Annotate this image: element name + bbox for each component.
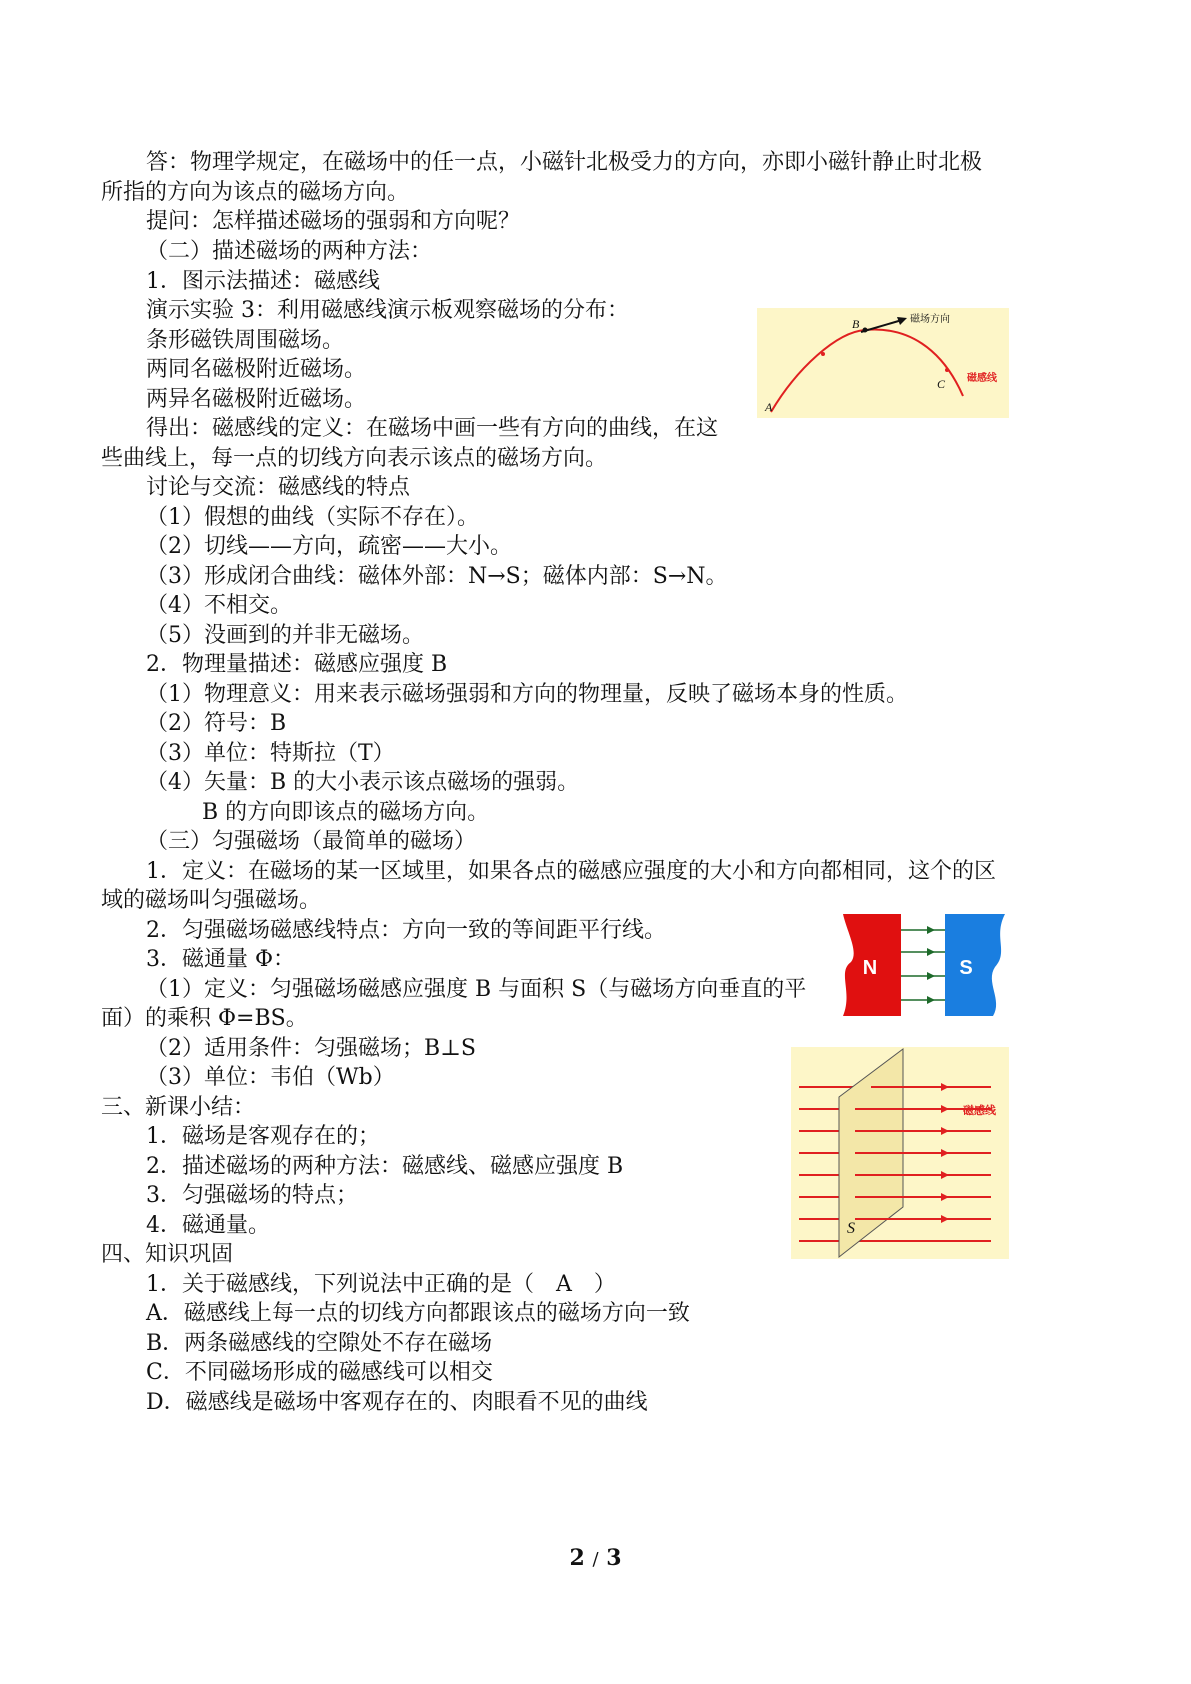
plane-label-s: S bbox=[847, 1220, 855, 1237]
curve-label: 磁感线 bbox=[967, 373, 997, 384]
page-current: 2 bbox=[569, 1545, 585, 1571]
bar-magnet-line: 条形磁铁周围磁场。 bbox=[146, 328, 345, 353]
feature-1: （1）假想的曲线（实际不存在）。 bbox=[146, 505, 479, 530]
flux-area-figure bbox=[791, 1047, 1009, 1259]
method-2-heading: 2．物理量描述：磁感应强度 B bbox=[146, 652, 448, 677]
discussion-line: 讨论与交流：磁感线的特点 bbox=[146, 475, 411, 500]
b-unit: （3）单位：特斯拉（T） bbox=[146, 741, 395, 766]
label-c: C bbox=[937, 377, 946, 391]
summary-3: 3．匀强磁场的特点； bbox=[146, 1183, 358, 1208]
quiz-option-c: C．不同磁场形成的磁感线可以相交 bbox=[146, 1360, 493, 1385]
flux-def-2: 面）的乘积 Φ=BS。 bbox=[101, 1006, 308, 1031]
quiz-question: 1．关于磁感线，下列说法中正确的是（ A ） bbox=[146, 1272, 616, 1297]
summary-2: 2．描述磁场的两种方法：磁感线、磁感应强度 B bbox=[146, 1154, 624, 1179]
consolidation-heading: 四、知识巩固 bbox=[101, 1242, 234, 1267]
magnet-field-figure bbox=[843, 912, 1009, 1018]
unlike-poles-line: 两异名磁极附近磁场。 bbox=[146, 387, 367, 412]
question-line: 提问：怎样描述磁场的强弱和方向呢？ bbox=[146, 209, 521, 234]
page-separator: / bbox=[592, 1549, 599, 1570]
flux-condition: （2）适用条件：匀强磁场；B⊥S bbox=[146, 1036, 476, 1061]
flux-unit: （3）单位：韦伯（Wb） bbox=[146, 1065, 395, 1090]
curve-dot bbox=[821, 352, 825, 356]
curve-dot bbox=[945, 368, 949, 372]
arrow-label: 磁场方向 bbox=[910, 314, 950, 325]
north-label: N bbox=[862, 957, 878, 979]
like-poles-line: 两同名磁极附近磁场。 bbox=[146, 357, 367, 382]
quiz-option-a: A．磁感线上每一点的切线方向都跟该点的磁场方向一致 bbox=[146, 1301, 690, 1326]
answer-line-1: 答：物理学规定，在磁场中的任一点，小磁针北极受力的方向，亦即小磁针静止时北极 bbox=[146, 150, 983, 175]
uniform-feature: 2．匀强磁场磁感线特点：方向一致的等间距平行线。 bbox=[146, 918, 666, 943]
summary-1: 1．磁场是客观存在的； bbox=[146, 1124, 380, 1149]
b-vector-2: B 的方向即该点的磁场方向。 bbox=[202, 800, 490, 825]
feature-5: （5）没画到的并非无磁场。 bbox=[146, 623, 424, 648]
quiz-option-b: B．两条磁感线的空隙处不存在磁场 bbox=[146, 1331, 493, 1356]
uniform-def-1: 1．定义：在磁场的某一区域里，如果各点的磁感应强度的大小和方向都相同，这个的区 bbox=[146, 859, 996, 884]
definition-line-2: 些曲线上，每一点的切线方向表示该点的磁场方向。 bbox=[101, 446, 608, 471]
answer-line-2: 所指的方向为该点的磁场方向。 bbox=[101, 180, 410, 205]
section-heading-two-methods: （二）描述磁场的两种方法： bbox=[146, 239, 433, 264]
uniform-def-2: 域的磁场叫匀强磁场。 bbox=[101, 888, 322, 913]
experiment-3-line: 演示实验 3：利用磁感线演示板观察磁场的分布： bbox=[146, 298, 629, 323]
method-1-heading: 1．图示法描述：磁感线 bbox=[146, 269, 380, 294]
feature-3: （3）形成闭合曲线：磁体外部：N→S；磁体内部：S→N。 bbox=[146, 564, 728, 589]
flux-def-1: （1）定义：匀强磁场磁感应强度 B 与面积 S（与磁场方向垂直的平 bbox=[146, 977, 807, 1002]
field-line-figure bbox=[757, 308, 1009, 418]
b-vector-1: （4）矢量：B 的大小表示该点磁场的强弱。 bbox=[146, 770, 580, 795]
quiz-option-d: D．磁感线是磁场中客观存在的、肉眼看不见的曲线 bbox=[146, 1390, 648, 1415]
label-a: A bbox=[765, 400, 773, 414]
figure1-background bbox=[757, 308, 1009, 418]
page-number bbox=[0, 1545, 1191, 1571]
b-meaning: （1）物理意义：用来表示磁场强弱和方向的物理量，反映了磁场本身的性质。 bbox=[146, 682, 908, 707]
summary-4: 4．磁通量。 bbox=[146, 1213, 270, 1238]
b-symbol: （2）符号：B bbox=[146, 711, 287, 736]
feature-2: （2）切线——方向，疏密——大小。 bbox=[146, 534, 512, 559]
label-b: B bbox=[852, 317, 860, 331]
field-label: 磁感线 bbox=[963, 1104, 996, 1117]
summary-heading: 三、新课小结： bbox=[101, 1095, 256, 1120]
feature-4: （4）不相交。 bbox=[146, 593, 292, 618]
section-heading-uniform: （三）匀强磁场（最简单的磁场） bbox=[146, 829, 477, 854]
page-total: 3 bbox=[606, 1545, 622, 1571]
south-label: S bbox=[959, 957, 973, 979]
definition-line-1: 得出：磁感线的定义：在磁场中画一些有方向的曲线，在这 bbox=[146, 416, 719, 441]
flux-heading: 3．磁通量 Φ： bbox=[146, 947, 296, 972]
